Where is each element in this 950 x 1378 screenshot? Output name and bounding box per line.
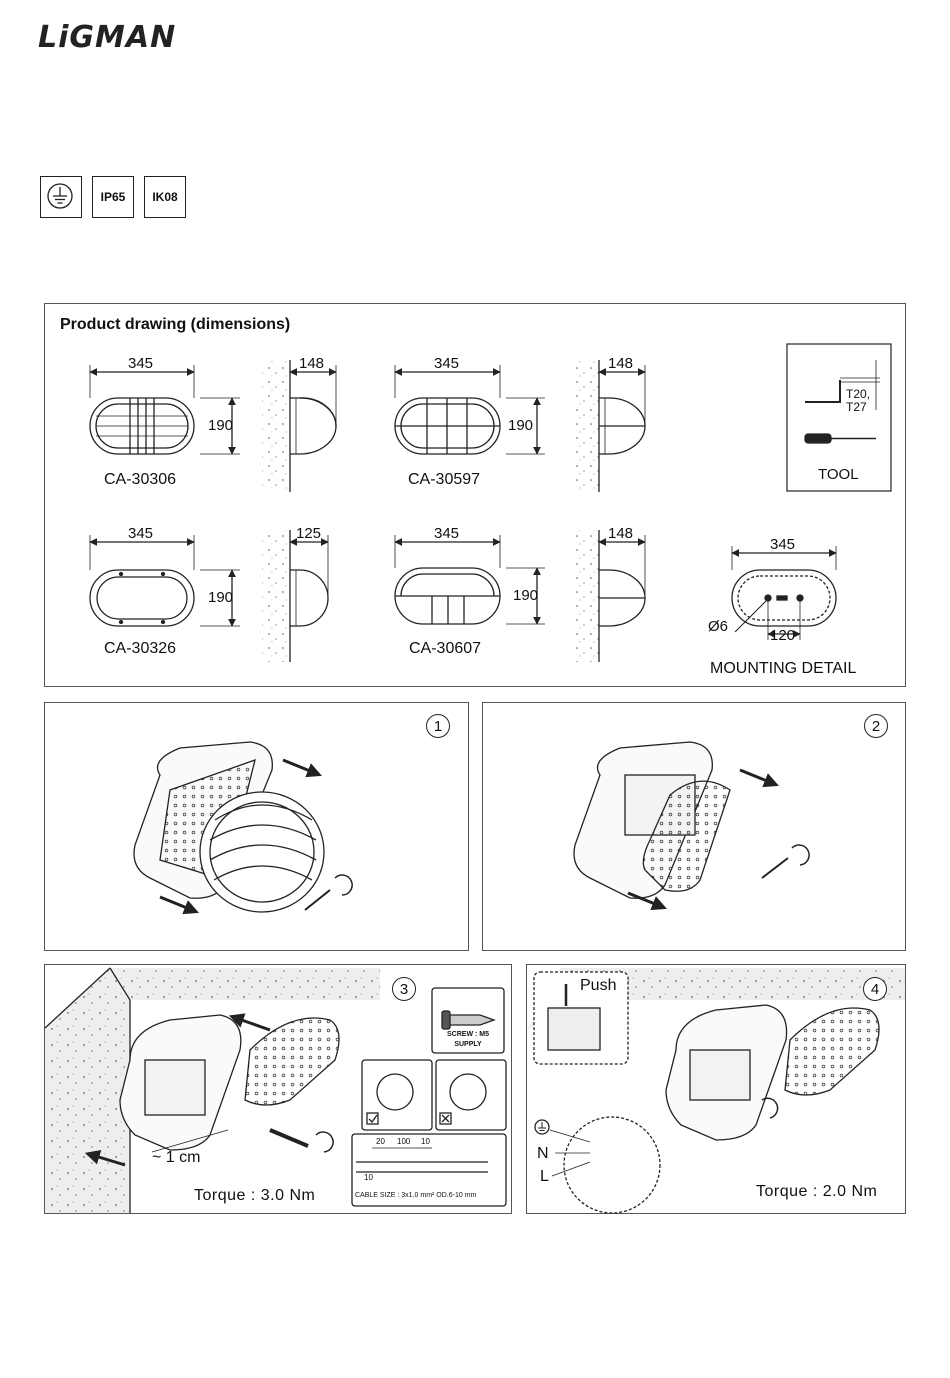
tool-bits-line1: T20,	[846, 387, 871, 401]
step-4-illustration	[527, 968, 905, 1213]
mounting-hole-diameter: Ø6	[708, 618, 729, 635]
ca-30326-depth: 125	[296, 525, 322, 542]
ca-30306-width: 345	[128, 355, 154, 372]
cable-dim-1: 20	[376, 1137, 385, 1146]
ca-30597-model: CA-30597	[408, 471, 481, 488]
ca-30607-model: CA-30607	[409, 640, 482, 657]
push-label: Push	[580, 977, 617, 994]
ca-30326-model: CA-30326	[104, 640, 177, 657]
ca-30607-height: 190	[513, 587, 539, 604]
ip-rating-badge: IP65	[92, 176, 134, 218]
ca-30597-depth: 148	[608, 355, 634, 372]
screw-label	[436, 1030, 500, 1050]
live-label: L	[540, 1168, 549, 1185]
step-3-number: 3	[392, 977, 416, 1001]
tool-label: TOOL	[818, 466, 859, 483]
screw-label-line1: SCREW : M5	[447, 1031, 489, 1038]
mounting-spacing: 120	[770, 627, 796, 644]
tool-bits-line2: T27	[846, 400, 867, 414]
mounting-label: MOUNTING DETAIL	[710, 660, 857, 677]
brand-logo: LiGMAN	[38, 20, 177, 55]
step-3-torque: Torque : 3.0 Nm	[194, 1187, 316, 1204]
ca-30326-width: 345	[128, 525, 154, 542]
step-1-number: 1	[426, 714, 450, 738]
neutral-label: N	[537, 1145, 549, 1162]
cable-dim-3: 10	[421, 1137, 430, 1146]
ca-30306-depth: 148	[299, 355, 325, 372]
step-1-illustration	[134, 742, 352, 912]
strip-length-label: ~ 1 cm	[152, 1149, 201, 1166]
step-4-torque: Torque : 2.0 Nm	[756, 1183, 878, 1200]
step-2-illustration	[574, 742, 809, 906]
ca-30306-height: 190	[208, 417, 234, 434]
ik-rating-badge: IK08	[144, 176, 186, 218]
cable-dim-2: 100	[397, 1137, 411, 1146]
step-4-number: 4	[863, 977, 887, 1001]
ca-30597-width: 345	[434, 355, 460, 372]
step-3-illustration	[45, 968, 506, 1213]
ca-30326-height: 190	[208, 589, 234, 606]
cable-dim-4: 10	[364, 1173, 373, 1182]
ca-30306-model: CA-30306	[104, 471, 177, 488]
step-2-number: 2	[864, 714, 888, 738]
product-drawing-title: Product drawing (dimensions)	[60, 316, 291, 333]
ca-30597-height: 190	[508, 417, 534, 434]
ca-30607-width: 345	[434, 525, 460, 542]
cable-size-label: CABLE SIZE : 3x1.0 mm² OD.6-10 mm	[355, 1192, 477, 1199]
mounting-width: 345	[770, 536, 796, 553]
screw-label-line2: SUPPLY	[454, 1041, 482, 1048]
ca-30607-depth: 148	[608, 525, 634, 542]
